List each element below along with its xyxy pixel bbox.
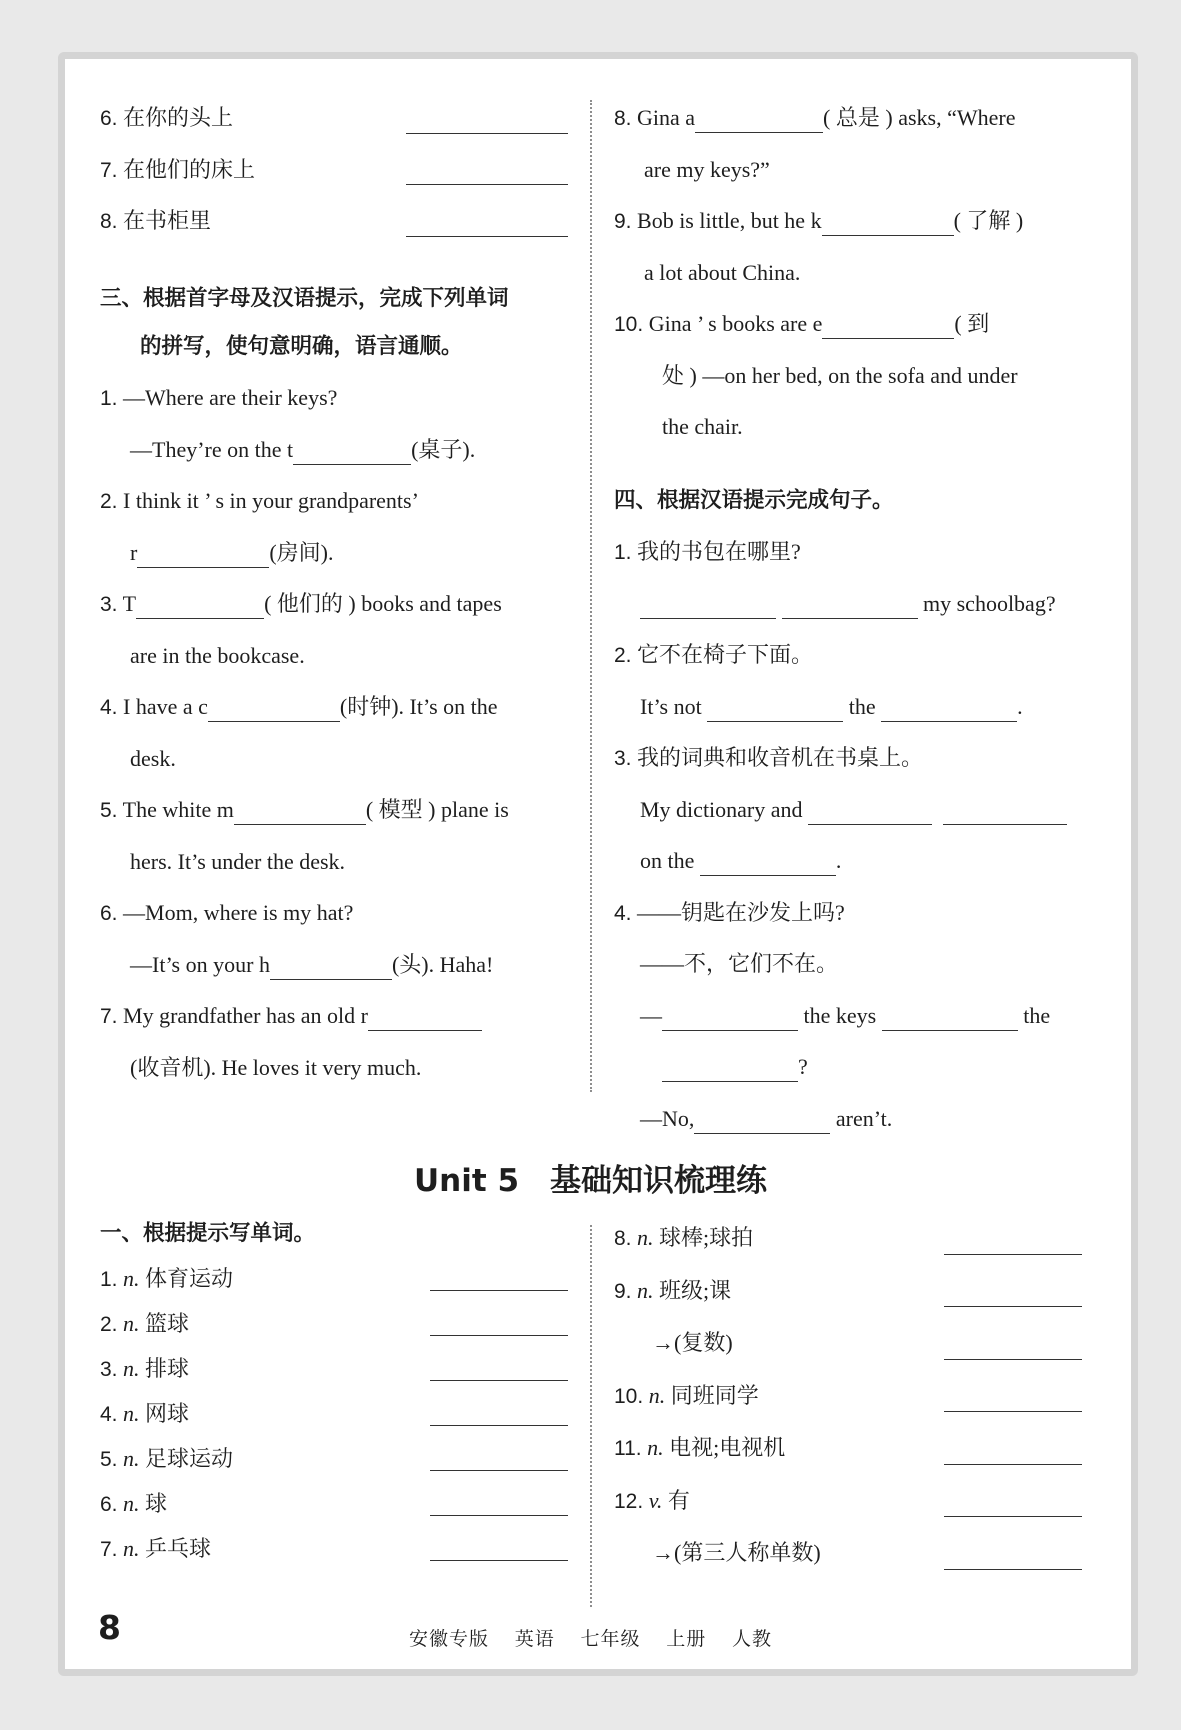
item-text: 体育运动 [145,1266,234,1291]
question-7: 7. My grandfather has an old r [100,990,568,1042]
answer-blank[interactable] [943,794,1067,825]
answer-blank[interactable] [694,1103,830,1134]
answer-blank[interactable] [406,133,568,134]
column-divider-bottom [590,1225,592,1607]
section-heading: 四、根据汉语提示完成句子。 [614,487,894,513]
question-3: 3. T ( 他们的 ) books and tapes [100,578,568,630]
answer-blank[interactable] [944,1254,1082,1255]
item-text: 同班同学 [670,1382,759,1408]
sentence-3-answer-cont: on the . [614,835,1082,887]
answer-blank[interactable] [406,184,568,185]
item-text: →(第三人称单数) [652,1540,821,1565]
answer-blank[interactable] [944,1569,1082,1570]
answer-blank[interactable] [430,1335,568,1336]
answer-blank[interactable] [881,691,1017,722]
question-1-answer: —They’re on the t (桌子). [100,424,568,476]
bottom-left-column [100,1218,568,1571]
part-of-speech: n. [123,1446,140,1471]
question-10-cont: 处 ) —on her bed, on the sofa and under [662,362,1018,388]
question-10-cont2: the chair. [662,414,743,439]
sentence-2: 2. 它不在椅子下面。 [614,642,814,667]
answer-blank[interactable] [662,1051,798,1082]
question-8-cont: are my keys?” [644,156,770,182]
question-4-cont: desk. [130,745,176,771]
answer-blank[interactable] [822,205,954,236]
section-heading: 一、根据提示写单词。 [100,1221,316,1246]
answer-blank[interactable] [430,1560,568,1561]
sentence-3: 3. 我的词典和收音机在书桌上。 [614,745,924,770]
footer-volume: 上册 [666,1629,707,1650]
answer-blank[interactable] [782,588,918,619]
item-text: 有 [667,1487,690,1513]
page-number: 8 [98,1608,121,1647]
answer-blank[interactable] [640,588,776,619]
page-footer [0,1624,1181,1651]
footer-subject: 英语 [514,1629,555,1650]
part-of-speech: n. [647,1435,664,1460]
sentence-3-answer: My dictionary and [614,784,1082,836]
vocab-item [614,1527,1082,1580]
answer-blank[interactable] [882,1000,1018,1031]
item-text: 足球运动 [145,1446,234,1471]
answer-blank[interactable] [944,1464,1082,1465]
item-number: 5. [100,1448,118,1471]
question-6: 6. —Mom, where is my hat? [100,900,354,925]
part-of-speech: n. [123,1311,140,1336]
answer-blank[interactable] [430,1290,568,1291]
section-heading-cont: 的拼写，使句意明确，语言通顺。 [140,333,463,359]
answer-blank[interactable] [136,588,264,619]
answer-blank[interactable] [700,845,836,876]
phrase-item: 7. 在他们的床上 [100,144,568,196]
item-text: 班级;课 [659,1277,732,1303]
part-of-speech: n. [123,1356,140,1381]
footer-publisher: 人教 [732,1629,773,1650]
item-text: 电视;电视机 [669,1435,786,1460]
answer-blank[interactable] [368,1000,482,1031]
answer-blank[interactable] [944,1516,1082,1517]
item-number: 11. [614,1437,642,1460]
phrase-item: 6. 在你的头上 [100,92,568,144]
question-9-cont: a lot about China. [644,259,801,285]
answer-blank[interactable] [822,308,954,339]
part-of-speech: n. [648,1382,666,1408]
sentence-4-cn: ——不，它们不在。 [640,951,839,976]
sentence-4-reply: —No, aren’t. [614,1093,1082,1145]
footer-edition: 安徽专版 [408,1629,489,1650]
item-text: 篮球 [145,1311,190,1336]
answer-blank[interactable] [944,1359,1082,1360]
answer-blank[interactable] [430,1470,568,1471]
item-number: 9. [614,1279,632,1303]
part-of-speech: n. [123,1266,140,1291]
item-text: 球 [145,1491,168,1516]
item-number: 8. [614,1227,632,1250]
question-8: 8. Gina a ( 总是 ) asks, “Where [614,92,1082,144]
vocab-item [100,1256,568,1301]
item-number: 1. [100,1268,118,1291]
question-3-cont: are in the bookcase. [130,642,305,668]
answer-blank[interactable] [944,1306,1082,1307]
question-5: 5. The white m ( 模型 ) plane is [100,784,568,836]
question-9: 9. Bob is little, but he k ( 了解 ) [614,195,1082,247]
item-number: 10. [614,1384,644,1408]
sentence-2-answer: It’s not the . [614,681,1082,733]
question-7-cont: (收音机). He loves it very much. [130,1054,422,1080]
answer-blank[interactable] [208,691,340,722]
part-of-speech: v. [648,1487,663,1513]
answer-blank[interactable] [293,434,411,465]
item-text: 乒乓球 [145,1536,212,1561]
question-2-answer: r (房间). [100,527,568,579]
vocab-item [100,1301,568,1346]
top-left-column [100,92,568,1093]
question-6-answer: —It’s on your h (头). Haha! [100,939,568,991]
vocab-item [614,1422,1082,1475]
vocab-item [100,1481,568,1526]
part-of-speech: n. [123,1401,140,1426]
part-of-speech: n. [123,1536,140,1561]
item-text: →(复数) [652,1330,733,1355]
column-divider-top [590,100,592,1092]
item-number: 4. [100,1403,118,1426]
answer-blank[interactable] [707,691,843,722]
item-text: 网球 [145,1401,190,1426]
footer-grade: 七年级 [580,1629,641,1650]
sentence-1-answer: my schoolbag? [614,578,1082,630]
answer-blank[interactable] [430,1425,568,1426]
vocab-item [614,1265,1082,1318]
phrase-item: 8. 在书柜里 [100,195,568,247]
item-number: 6. [100,1493,118,1516]
answer-blank[interactable] [430,1515,568,1516]
answer-blank[interactable] [406,236,568,237]
answer-blank[interactable] [137,537,269,568]
question-2: 2. I think it ’ s in your grandparents’ [100,488,419,513]
sentence-4-answer-cont: ? [614,1041,1082,1093]
item-text: 球棒;球拍 [659,1225,754,1250]
vocab-item [614,1370,1082,1423]
bottom-right-column [614,1218,1082,1580]
vocab-item [614,1317,1082,1370]
vocab-item [100,1436,568,1481]
item-number: 2. [100,1313,118,1336]
sentence-4-answer: — the keys the [614,990,1082,1042]
answer-blank[interactable] [662,1000,798,1031]
unit-title: Unit 5 基础知识梳理练 [413,1163,768,1199]
top-right-column [614,92,1082,1144]
vocab-item [614,1212,1082,1265]
answer-blank[interactable] [695,102,823,133]
section-heading: 三、根据首字母及汉语提示，完成下列单词 [100,285,509,311]
answer-blank[interactable] [944,1411,1082,1412]
sentence-4: 4. ——钥匙在沙发上吗? [614,899,845,925]
question-1: 1. —Where are their keys? [100,385,338,410]
item-number: 12. [614,1489,644,1513]
answer-blank[interactable] [430,1380,568,1381]
question-4: 4. I have a c (时钟). It’s on the [100,681,568,733]
part-of-speech: n. [637,1225,654,1250]
question-10: 10. Gina ’ s books are e ( 到 [614,298,1082,350]
answer-blank[interactable] [270,949,392,980]
item-number: 7. [100,1538,118,1561]
item-text: 排球 [145,1356,190,1381]
answer-blank[interactable] [808,794,932,825]
vocab-item [100,1391,568,1436]
vocab-item [100,1526,568,1571]
question-5-cont: hers. It’s under the desk. [130,848,346,874]
vocab-item [100,1346,568,1391]
part-of-speech: n. [637,1277,654,1303]
part-of-speech: n. [123,1491,140,1516]
item-number: 3. [100,1358,118,1381]
vocab-item [614,1475,1082,1528]
sentence-1: 1. 我的书包在哪里? [614,539,801,564]
answer-blank[interactable] [234,794,366,825]
